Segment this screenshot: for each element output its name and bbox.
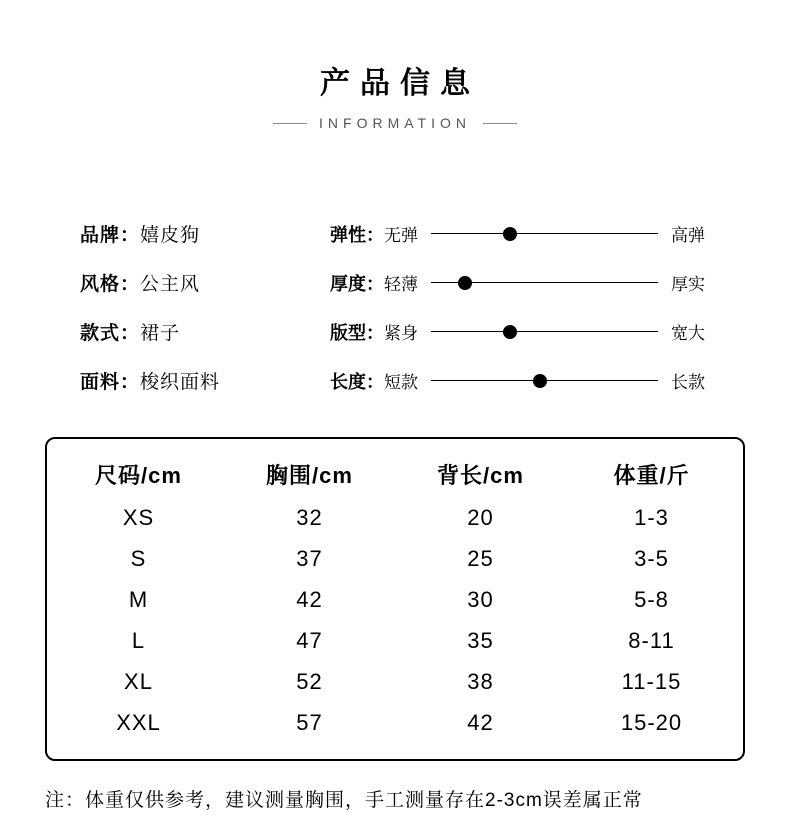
size-cell: XXL <box>116 709 161 735</box>
column-header: 体重/斤 <box>613 462 690 488</box>
weight-cell: 1-3 <box>634 504 669 530</box>
size-cell: S <box>130 545 147 571</box>
attribute-row-fabric <box>80 356 330 405</box>
table-row <box>53 538 737 579</box>
slider-label: 弹性： <box>330 224 384 245</box>
size-cell: L <box>131 627 146 653</box>
size-cell: XS <box>122 504 155 530</box>
back-length-cell: 20 <box>467 504 494 530</box>
slider-label: 厚度： <box>330 273 384 294</box>
attribute-row-type <box>80 307 330 356</box>
subtitle-row <box>0 115 790 131</box>
slider-max-label: 长款 <box>671 373 705 392</box>
slider-track <box>431 380 658 381</box>
page-header <box>0 0 790 131</box>
slider-max-label: 厚实 <box>671 275 705 294</box>
attribute-row-brand <box>80 209 330 258</box>
weight-cell: 3-5 <box>634 545 669 571</box>
slider-track <box>431 282 658 283</box>
back-length-cell: 42 <box>467 709 494 735</box>
slider-dot <box>503 325 517 339</box>
slider-dot <box>458 276 472 290</box>
slider-row-elasticity <box>330 209 705 258</box>
weight-cell: 11-15 <box>621 668 682 694</box>
slider-list <box>330 209 705 405</box>
table-row <box>53 497 737 538</box>
back-length-cell: 25 <box>467 545 494 571</box>
attribute-value: 嬉皮狗 <box>140 225 201 246</box>
product-info-section <box>0 209 790 405</box>
slider-row-fit <box>330 307 705 356</box>
chest-cell: 57 <box>296 709 323 735</box>
slider-dot <box>503 227 517 241</box>
column-header: 背长/cm <box>437 462 524 488</box>
table-row <box>53 661 737 702</box>
size-table-container <box>45 437 745 761</box>
column-header: 胸围/cm <box>266 462 353 488</box>
weight-cell: 15-20 <box>620 709 683 735</box>
chest-cell: 52 <box>296 668 323 694</box>
attribute-value: 裙子 <box>140 323 181 344</box>
chest-cell: 37 <box>296 545 323 571</box>
table-row <box>53 620 737 661</box>
slider-min-label: 无弹 <box>384 226 418 245</box>
slider-row-length <box>330 356 705 405</box>
divider-line-left <box>273 123 307 124</box>
slider-label: 长度： <box>330 371 384 392</box>
attribute-label: 面料： <box>80 372 141 393</box>
page-subtitle: INFORMATION <box>319 115 471 131</box>
attribute-row-style <box>80 258 330 307</box>
slider-row-thickness <box>330 258 705 307</box>
back-length-cell: 38 <box>467 668 494 694</box>
attribute-label: 风格： <box>80 274 141 295</box>
slider-min-label: 轻薄 <box>384 275 418 294</box>
page-title: 产品信息 <box>320 67 480 100</box>
back-length-cell: 35 <box>467 627 494 653</box>
size-cell: XL <box>124 668 153 694</box>
measurement-note: 注：体重仅供参考，建议测量胸围，手工测量存在2-3cm误差属正常 <box>45 790 643 811</box>
attribute-label: 品牌： <box>80 225 141 246</box>
table-row <box>53 702 737 743</box>
chest-cell: 32 <box>296 504 323 530</box>
weight-cell: 8-11 <box>628 627 675 653</box>
slider-track <box>431 233 658 234</box>
table-row <box>53 579 737 620</box>
attribute-value: 公主风 <box>140 274 201 295</box>
slider-max-label: 高弹 <box>671 226 705 245</box>
slider-dot <box>533 374 547 388</box>
slider-label: 版型： <box>330 322 384 343</box>
back-length-cell: 30 <box>467 586 494 612</box>
chest-cell: 47 <box>296 627 323 653</box>
chest-cell: 42 <box>296 586 323 612</box>
attribute-value: 梭织面料 <box>140 372 221 393</box>
size-table-header-row <box>53 451 737 497</box>
size-table <box>53 451 737 743</box>
size-cell: M <box>128 586 149 612</box>
slider-min-label: 紧身 <box>384 324 418 343</box>
slider-track <box>431 331 658 332</box>
weight-cell: 5-8 <box>634 586 669 612</box>
divider-line-right <box>483 123 517 124</box>
column-header: 尺码/cm <box>95 462 182 488</box>
attribute-label: 款式： <box>80 323 141 344</box>
slider-max-label: 宽大 <box>671 324 705 343</box>
slider-min-label: 短款 <box>384 373 418 392</box>
attribute-list <box>80 209 330 405</box>
